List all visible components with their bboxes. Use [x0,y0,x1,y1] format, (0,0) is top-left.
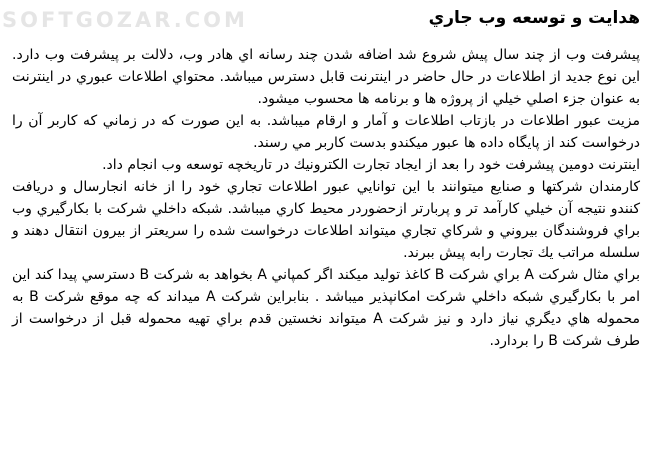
paragraph-4: كارمندان شركتها و صنايع ميتوانند با اين توانايي عبور اطلاعات تجاري خود را از خانه انجارسال و دريافت كنندو نتيجه آن خيلي كارآمد تر و پربارتر ازحضوردر محيط كاري ميباشد. شبكه داخلي شركت با بكارگيري وب براي فروشندگان بيروني و شركاي تجاري ميتواند اطلاعات درخواست شده را سريعتر از بيرون انتقال دهند و سلسله مراتب يك تجارت رابه پيش ببرند. [12,179,640,261]
article-title: هدايت و توسعه وب جاري [428,8,640,28]
paragraph-3: اينترنت دومين پيشرفت خود را بعد از ايجاد تجارت الكترونيك در تاريخچه توسعه وب انجام داد. [102,157,640,173]
paragraph-5: براي مثال شركت A براي شركت B كاغذ توليد ميكند اگر كمپاني A بخواهد به شركت B دسترسي پيدا كند اين امر با بكارگيري شبكه داخلي شركت امكانپذير ميباشد . بنابراين شركت A ميداند كه چه موقع شركت B به محموله هاي ديگري نياز دارد و نيز شركت A ميتواند نخستين قدم براي تهيه محموله قبل از درخواست از طرف شركت B را بردارد. [12,267,641,349]
paragraph-2: مزيت عبور اطلاعات در بازتاب اطلاعات و آمار و ارقام ميباشد. به اين صورت كه در زماني كه كاربر آن را درخواست كند از پايگاه داده ها عبور ميكندو بدست كاربر مي رسند. [12,113,640,151]
paragraph-1: پيشرفت وب از چند سال پيش شروع شد اضافه شدن چند رسانه اي هادر وب، دلالت بر پيشرفت وب دارد. اين نوع جديد از اطلاعات در حال حاضر در اينترنت قابل دسترس ميباشد. محتواي اطلاعات عبوري در اينترنت به عنوان جزء اصلي خيلي از پروژه ها و برنامه ها محسوب ميشود. [12,47,640,107]
watermark: SOFTGOZAR.COM [2,8,248,32]
